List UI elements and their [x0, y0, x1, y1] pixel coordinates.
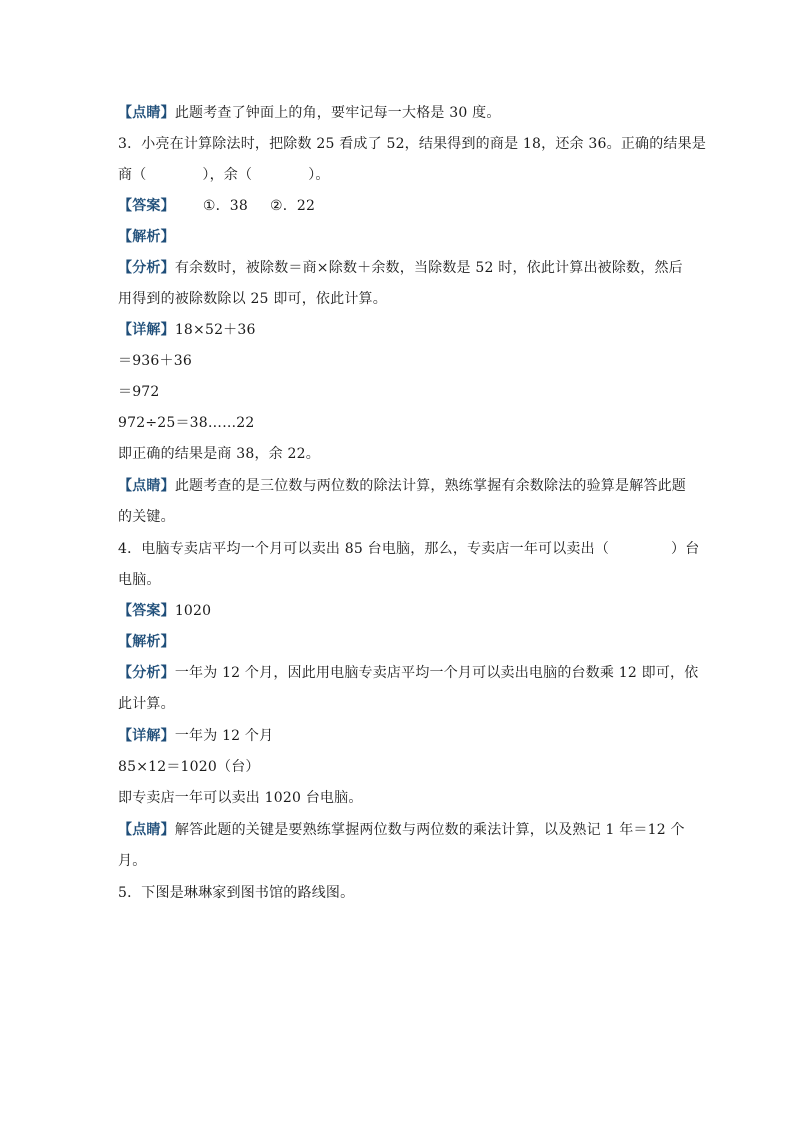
q3-detail-line4: 972÷25＝38……22: [118, 415, 255, 431]
fenxi-tag: 【分析】: [118, 665, 175, 681]
q5-stem: 5．下图是琳琳家到图书馆的路线图。: [118, 885, 355, 901]
q3-review-line1: [118, 476, 687, 496]
q3-stem-line2: [118, 165, 678, 185]
q3-review-line2: 的关键。: [118, 509, 175, 525]
q4-conclusion: 即专卖店一年可以卖出 1020 台电脑。: [118, 790, 363, 806]
fenxi-text: 一年为 12 个月，因此用电脑专卖店平均一个月可以卖出电脑的台数乘 12 即可，依: [174, 665, 699, 681]
q3-fenxi-line2: 用得到的被除数除以 25 即可，依此计算。: [118, 291, 387, 307]
q3-detail-line1: [118, 320, 678, 340]
review-text: 此题考查的是三位数与两位数的除法计算，熟练掌握有余数除法的验算是解答此题: [174, 478, 687, 494]
q4-detail-line2: 85×12＝1020（台）: [118, 759, 260, 775]
q3-blank-prefix: 商（: [118, 167, 147, 183]
q3-blank-suffix: ）。: [308, 167, 330, 183]
detail-text: 一年为 12 个月: [174, 728, 274, 744]
answer-tag: 【答案】: [118, 603, 175, 619]
q3-detail-line3: ＝972: [118, 384, 160, 400]
fenxi-tag: 【分析】: [118, 260, 175, 276]
analysis-tag: 【解析】: [118, 634, 175, 650]
detail-text: 18×52＋36: [174, 322, 256, 338]
review-text: 此题考查了钟面上的角，要牢记每一大格是 30 度。: [174, 105, 501, 121]
answer-value-2: ②．22: [269, 198, 316, 214]
q4-fenxi-line2: 此计算。: [118, 696, 175, 712]
q3-blank-middle: ），余（: [202, 167, 253, 183]
review-tag: 【点睛】: [118, 105, 175, 121]
q2-review-line: [118, 103, 678, 123]
q4-stem-text: 4．电脑专卖店平均一个月可以卖出 85 台电脑，那么，专卖店一年可以卖出（: [118, 541, 610, 557]
q4-detail-line1: [118, 726, 678, 746]
q3-analysis-heading: [118, 227, 678, 247]
review-tag: 【点睛】: [118, 822, 175, 838]
q4-fenxi-line1: [118, 663, 699, 683]
q4-stem-line2: 电脑。: [118, 572, 161, 588]
q4-stem-suffix: ）台: [671, 541, 700, 557]
detail-tag: 【详解】: [118, 322, 175, 338]
detail-tag: 【详解】: [118, 728, 175, 744]
q3-detail-line2: ＝936＋36: [118, 353, 192, 369]
review-tag: 【点睛】: [118, 478, 175, 494]
answer-value-1: ①．38: [202, 198, 248, 214]
fenxi-text: 有余数时，被除数＝商×除数＋余数，当除数是 52 时，依此计算出被除数，然后: [174, 260, 683, 276]
q4-stem-line1: [118, 539, 700, 559]
q4-review-line1: [118, 820, 685, 840]
q4-analysis-heading: [118, 632, 678, 652]
analysis-tag: 【解析】: [118, 229, 175, 245]
q3-conclusion: 即正确的结果是商 38，余 22。: [118, 446, 320, 462]
q3-answer-line: [118, 196, 678, 216]
review-text: 解答此题的关键是要熟练掌握两位数与两位数的乘法计算，以及熟记 1 年＝12 个: [174, 822, 685, 838]
answer-tag: 【答案】: [118, 198, 175, 214]
q4-review-line2: 月。: [118, 853, 147, 869]
q3-stem-line1: 3．小亮在计算除法时，把除数 25 看成了 52，结果得到的商是 18，还余 36。正确的结果是: [118, 136, 707, 152]
q4-answer-line: [118, 601, 678, 621]
q3-fenxi-line1: [118, 258, 683, 278]
answer-value: 1020: [174, 603, 212, 619]
